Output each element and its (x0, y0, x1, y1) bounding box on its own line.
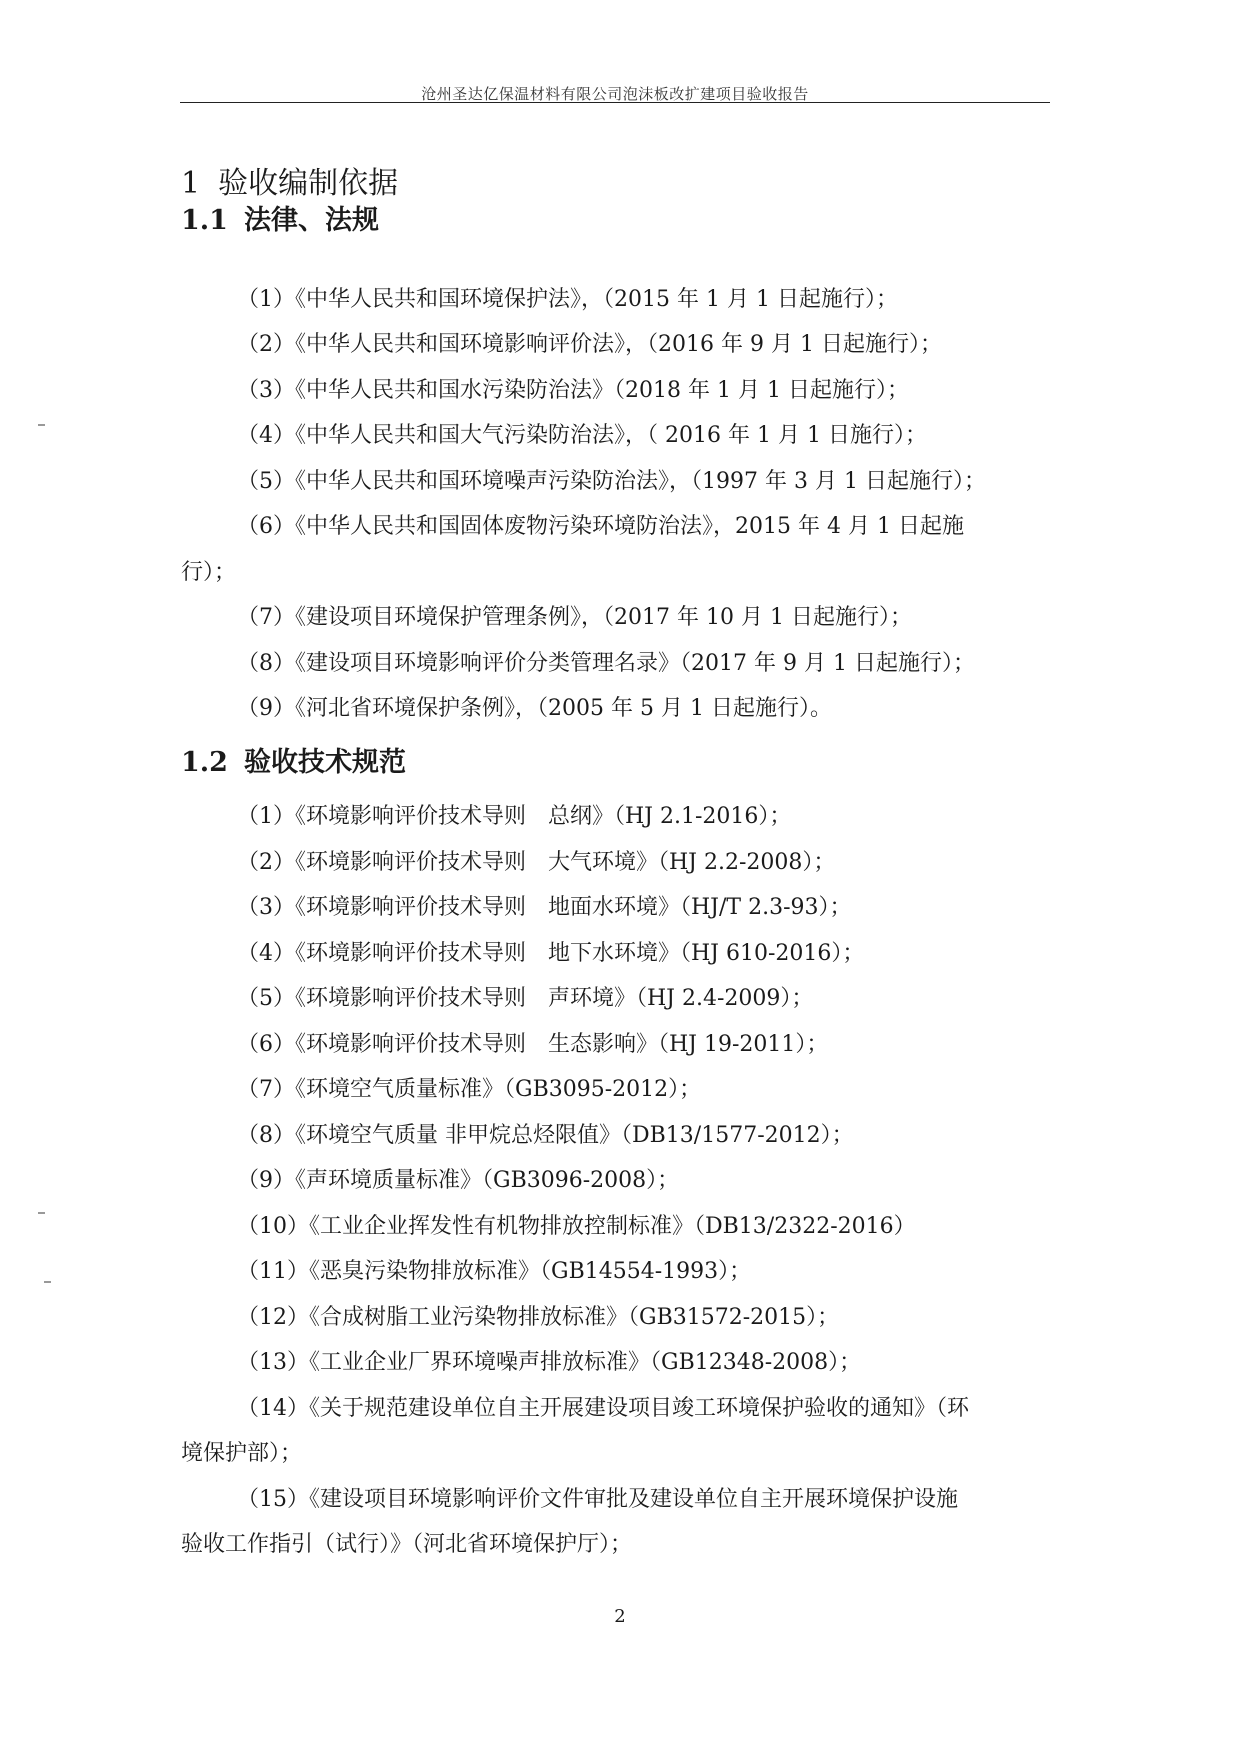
standard-item: （1）《环境影响评价技术导则 总纲》（HJ 2.1-2016）； (237, 804, 792, 829)
standard-item: （9）《声环境质量标准》（GB3096-2008）； (237, 1168, 680, 1193)
standard-item: （2）《环境影响评价技术导则 大气环境》（HJ 2.2-2008）； (237, 850, 836, 875)
standard-item-continuation: 验收工作指引（试行）》（河北省环境保护厅）； (181, 1532, 633, 1557)
standard-item: （3）《环境影响评价技术导则 地面水环境》（HJ/T 2.3-93）； (237, 895, 852, 920)
law-item: （8）《建设项目环境影响评价分类管理名录》（2017 年 9 月 1 日起施行）； (237, 651, 975, 676)
scan-speck (38, 424, 45, 426)
law-item: （2）《中华人民共和国环境影响评价法》，（2016 年 9 月 1 日起施行）； (237, 332, 942, 357)
standard-item: （14）《关于规范建设单位自主开展建设项目竣工环境保护验收的通知》（环 (237, 1396, 969, 1421)
section-1-2-heading (181, 740, 406, 779)
law-item: （4）《中华人民共和国大气污染防治法》，（ 2016 年 1 月 1 日施行）； (237, 423, 927, 448)
running-header: 沧州圣达亿保温材料有限公司泡沫板改扩建项目验收报告 (421, 85, 809, 103)
page-number: 2 (614, 1606, 626, 1627)
section-1-2-title: 验收技术规范 (243, 747, 406, 778)
standard-item: （8）《环境空气质量 非甲烷总烃限值》（DB13/1577-2012）； (237, 1123, 854, 1148)
section-1-number: 1 (181, 166, 201, 201)
law-item: （1）《中华人民共和国环境保护法》，（2015 年 1 月 1 日起施行）； (237, 287, 898, 312)
law-item: （6）《中华人民共和国固体废物污染环境防治法》，2015 年 4 月 1 日起施 (237, 514, 964, 539)
section-1-heading (181, 158, 398, 202)
standard-item: （4）《环境影响评价技术导则 地下水环境》（HJ 610-2016）； (237, 941, 865, 966)
law-item: （5）《中华人民共和国环境噪声污染防治法》，（1997 年 3 月 1 日起施行）； (237, 469, 986, 494)
law-item: （9）《河北省环境保护条例》，（2005 年 5 月 1 日起施行）。 (237, 696, 832, 721)
section-1-2-number: 1.2 (181, 747, 228, 778)
scan-speck (38, 1212, 45, 1214)
section-1-title: 验收编制依据 (218, 166, 399, 201)
section-1-1-number: 1.1 (181, 205, 228, 236)
standard-item: （7）《环境空气质量标准》（GB3095-2012）； (237, 1077, 702, 1102)
standard-item: （12）《合成树脂工业污染物排放标准》（GB31572-2015）； (237, 1305, 840, 1330)
standard-item: （6）《环境影响评价技术导则 生态影响》（HJ 19-2011）； (237, 1032, 829, 1057)
law-item: （3）《中华人民共和国水污染防治法》（2018 年 1 月 1 日起施行）； (237, 378, 909, 403)
section-1-1-title: 法律、法规 (243, 205, 379, 236)
scan-speck (44, 1281, 51, 1283)
law-item: （7）《建设项目环境保护管理条例》，（2017 年 10 月 1 日起施行）； (237, 605, 912, 630)
standard-item: （13）《工业企业厂界环境噪声排放标准》（GB12348-2008）； (237, 1350, 862, 1375)
standard-item-continuation: 境保护部）； (181, 1441, 303, 1466)
standard-item: （15）《建设项目环境影响评价文件审批及建设单位自主开展环境保护设施 (237, 1487, 958, 1512)
standard-item: （5）《环境影响评价技术导则 声环境》（HJ 2.4-2009）； (237, 986, 814, 1011)
section-1-1-heading (181, 198, 379, 237)
standard-item: （10）《工业企业挥发性有机物排放控制标准》（DB13/2322-2016） (237, 1214, 916, 1239)
header-rule (180, 102, 1050, 103)
standard-item: （11）《恶臭污染物排放标准》（GB14554-1993）； (237, 1259, 752, 1284)
law-item-continuation: 行）； (181, 560, 237, 585)
